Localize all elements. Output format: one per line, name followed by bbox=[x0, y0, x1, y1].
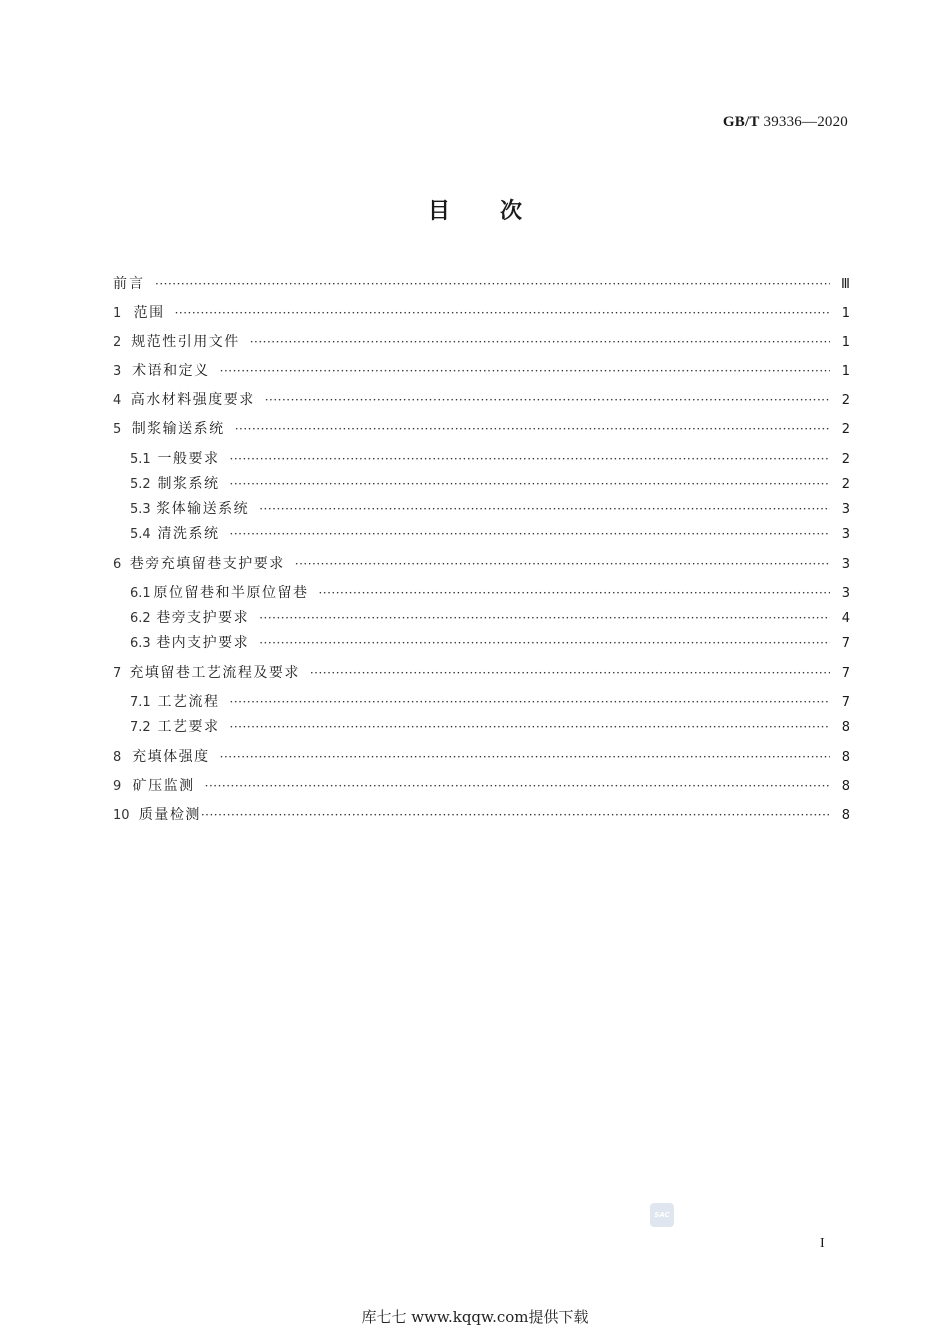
toc-entry-3[interactable] bbox=[113, 360, 850, 382]
toc-number: 5.3 bbox=[130, 502, 151, 517]
sac-logo-text: SAC bbox=[654, 1211, 670, 1219]
toc-leader bbox=[175, 302, 830, 324]
toc-label: 充填体强度 bbox=[132, 749, 210, 765]
toc-label: 巷内支护要求 bbox=[156, 635, 250, 651]
toc-page: Ⅲ bbox=[841, 277, 850, 292]
toc-number: 6 bbox=[113, 557, 122, 572]
toc-page: 3 bbox=[841, 557, 850, 572]
toc-entry-foreword[interactable] bbox=[113, 273, 850, 295]
title-char-1: 目 bbox=[427, 199, 450, 224]
toc-label: 一般要求 bbox=[157, 451, 220, 467]
toc-page: 1 bbox=[841, 335, 850, 350]
toc-label: 质量检测 bbox=[138, 807, 201, 823]
toc-label: 工艺要求 bbox=[157, 719, 220, 735]
toc-label: 前言 bbox=[113, 276, 145, 292]
toc-leader bbox=[310, 662, 830, 684]
toc-leader bbox=[205, 775, 830, 797]
toc-page: 2 bbox=[841, 452, 850, 467]
toc-number: 6.2 bbox=[130, 611, 151, 626]
toc-page: 7 bbox=[841, 695, 850, 710]
toc-number: 7.2 bbox=[130, 720, 151, 735]
toc-number: 7.1 bbox=[130, 695, 151, 710]
toc-label: 制浆系统 bbox=[157, 476, 220, 492]
toc-page: 7 bbox=[841, 666, 850, 681]
toc-leader bbox=[220, 746, 830, 768]
toc-page: 1 bbox=[841, 364, 850, 379]
toc-page: 8 bbox=[841, 750, 850, 765]
toc-number: 6.1 bbox=[130, 586, 151, 601]
toc-number: 5 bbox=[113, 422, 122, 437]
toc-page: 2 bbox=[841, 477, 850, 492]
toc-leader bbox=[295, 553, 830, 575]
toc-leader bbox=[235, 418, 830, 440]
toc-entry-6[interactable] bbox=[113, 553, 850, 575]
toc-entry-5-3[interactable] bbox=[130, 498, 850, 520]
toc-leader bbox=[259, 632, 830, 654]
toc-label: 原位留巷和半原位留巷 bbox=[153, 585, 309, 601]
toc-number: 7 bbox=[113, 666, 122, 681]
toc-page: 8 bbox=[841, 779, 850, 794]
toc-number: 10 bbox=[113, 808, 130, 823]
toc-number: 3 bbox=[113, 364, 122, 379]
toc-label: 矿压监测 bbox=[132, 778, 195, 794]
toc-label: 规范性引用文件 bbox=[131, 334, 240, 350]
toc-label: 清洗系统 bbox=[157, 526, 220, 542]
toc-entry-6-3[interactable] bbox=[130, 632, 850, 654]
toc-leader bbox=[230, 691, 830, 713]
toc-number: 5.1 bbox=[130, 452, 151, 467]
toc-label: 范围 bbox=[133, 305, 165, 321]
toc-entry-5-2[interactable] bbox=[130, 473, 850, 495]
toc-page: 3 bbox=[841, 502, 850, 517]
toc-page: 8 bbox=[841, 720, 850, 735]
standard-prefix: GB/T bbox=[722, 114, 760, 130]
toc-label: 工艺流程 bbox=[157, 694, 220, 710]
toc-entry-6-1[interactable] bbox=[130, 582, 850, 604]
toc-label: 充填留巷工艺流程及要求 bbox=[129, 665, 300, 681]
toc-entry-2[interactable] bbox=[113, 331, 850, 353]
toc-page: 4 bbox=[841, 611, 850, 626]
title-char-2: 次 bbox=[500, 199, 523, 224]
toc-entry-7-2[interactable] bbox=[130, 716, 850, 738]
toc-entry-6-2[interactable] bbox=[130, 607, 850, 629]
toc-entry-10[interactable] bbox=[113, 804, 850, 826]
toc-page: 3 bbox=[841, 527, 850, 542]
toc-leader bbox=[250, 331, 830, 353]
toc-leader bbox=[230, 473, 830, 495]
toc-entry-7[interactable] bbox=[113, 662, 850, 684]
toc-page: 2 bbox=[841, 393, 850, 408]
standard-code bbox=[723, 114, 848, 131]
toc-leader bbox=[201, 804, 830, 826]
toc-number: 4 bbox=[113, 393, 122, 408]
toc-page: 7 bbox=[841, 636, 850, 651]
toc-leader bbox=[318, 582, 830, 604]
footer-download-note: 库七七 www.kqqw.com提供下载 bbox=[361, 1308, 589, 1326]
toc-leader bbox=[220, 360, 830, 382]
sac-logo-icon bbox=[650, 1203, 674, 1227]
toc-number: 9 bbox=[113, 779, 122, 794]
toc-label: 浆体输送系统 bbox=[156, 501, 250, 517]
toc-entry-1[interactable] bbox=[113, 302, 850, 324]
toc-label: 巷旁充填留巷支护要求 bbox=[129, 556, 285, 572]
toc-entry-5-1[interactable] bbox=[130, 448, 850, 470]
toc-entry-8[interactable] bbox=[113, 746, 850, 768]
standard-number: 39336—2020 bbox=[763, 114, 848, 130]
page-title bbox=[0, 194, 950, 225]
toc-number: 8 bbox=[113, 750, 122, 765]
toc-leader bbox=[155, 273, 830, 295]
toc-number: 2 bbox=[113, 335, 122, 350]
toc-page: 3 bbox=[841, 586, 850, 601]
toc-entry-5-4[interactable] bbox=[130, 523, 850, 545]
toc-leader bbox=[265, 389, 830, 411]
toc-leader bbox=[230, 448, 830, 470]
toc-entry-5[interactable] bbox=[113, 418, 850, 440]
toc-label: 制浆输送系统 bbox=[131, 421, 225, 437]
toc-leader bbox=[259, 607, 830, 629]
toc-entry-7-1[interactable] bbox=[130, 691, 850, 713]
toc-number: 6.3 bbox=[130, 636, 151, 651]
toc-number: 5.4 bbox=[130, 527, 151, 542]
toc-label: 高水材料强度要求 bbox=[130, 392, 255, 408]
toc-entry-4[interactable] bbox=[113, 389, 850, 411]
toc-page: 2 bbox=[841, 422, 850, 437]
toc-leader bbox=[230, 523, 830, 545]
toc-page: 1 bbox=[841, 306, 850, 321]
toc-label: 巷旁支护要求 bbox=[156, 610, 250, 626]
toc-entry-9[interactable] bbox=[113, 775, 850, 797]
toc-number: 1 bbox=[113, 306, 122, 321]
toc-number: 5.2 bbox=[130, 477, 151, 492]
page-number: I bbox=[820, 1236, 825, 1251]
toc-leader bbox=[259, 498, 830, 520]
toc-page: 8 bbox=[841, 808, 850, 823]
toc-leader bbox=[230, 716, 830, 738]
toc-label: 术语和定义 bbox=[132, 363, 210, 379]
